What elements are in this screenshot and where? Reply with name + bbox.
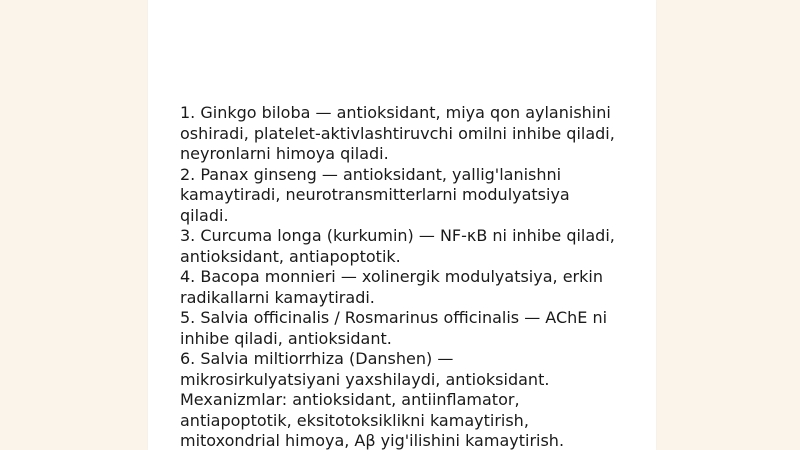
text-line: radikallarni kamaytiradi. xyxy=(180,287,375,307)
text-line: neyronlarni himoya qiladi. xyxy=(180,144,389,163)
text-line: mikrosirkulyatsiyani yaxshilaydi, antioksidant. xyxy=(180,369,550,389)
text-line: inhibe qiladi, antioksidant. xyxy=(180,328,392,348)
text-line: kamaytiradi, neurotransmitterlarni modulyatsiya xyxy=(180,185,570,204)
document-body xyxy=(180,103,650,450)
text-line: antiapoptotik, eksitotoksiklikni kamaytirish, xyxy=(180,410,529,430)
text-line: Mexanizmlar: antioksidant, antiinflamator, xyxy=(180,390,520,409)
document-page xyxy=(148,0,656,450)
text-line: 1. Ginkgo biloba — antioksidant, miya qon aylanishini xyxy=(180,103,611,122)
text-line: 3. Curcuma longa (kurkumin) — NF-κB ni inhibe qiladi, xyxy=(180,226,615,245)
text-line: oshiradi, platelet-aktivlashtiruvchi omilni inhibe qiladi, xyxy=(180,123,615,143)
text-line: 2. Panax ginseng — antioksidant, yallig'lanishni xyxy=(180,164,562,184)
text-line: 5. Salvia officinalis / Rosmarinus officinalis — AChE ni xyxy=(180,308,608,327)
text-line: antioksidant, antiapoptotik. xyxy=(180,246,401,266)
text-line: 4. Bacopa monnieri — xolinergik modulyatsiya, erkin xyxy=(180,267,603,286)
text-line: mitoxondrial himoya, Aβ yig'ilishini kamaytirish. xyxy=(180,431,565,450)
text-line: 6. Salvia miltiorrhiza (Danshen) — xyxy=(180,349,454,368)
text-line: qiladi. xyxy=(180,205,229,225)
